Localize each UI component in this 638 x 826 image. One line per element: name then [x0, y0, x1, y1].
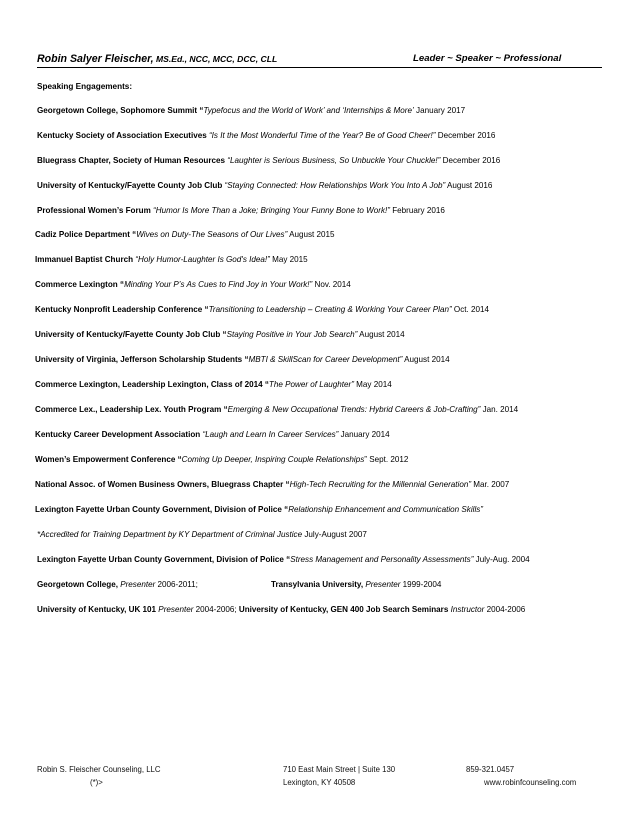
presenter-date: 2006-2011;: [155, 580, 198, 589]
presenter-date: 2004-2006;: [193, 605, 237, 614]
accreditation-text: *Accredited for Training Department by KY Department of Criminal Justice: [37, 530, 303, 539]
engagement-date: December 2016: [440, 156, 501, 165]
engagement-org: University of Kentucky/Fayette County Job Club: [35, 330, 223, 339]
engagement-date: May 2014: [353, 380, 392, 389]
engagement-date: August 2014: [402, 355, 450, 364]
engagement-org: Lexington Fayette Urban County Government, Division of Police: [37, 555, 287, 564]
engagement-date: January 2017: [413, 106, 466, 115]
list-item: [35, 455, 408, 465]
engagement-quote: “: [132, 230, 137, 239]
engagement-date: May 2015: [269, 255, 308, 264]
list-item: [35, 480, 509, 490]
engagement-title: Stress Management and Personality Assessments”: [290, 555, 474, 564]
engagement-title: Transitioning to Leadership – Creating & Working Your Career Plan”: [208, 305, 452, 314]
engagement-date: January 2014: [338, 430, 390, 439]
engagement-title: Coming Up Deeper, Inspiring Couple Relationships: [181, 455, 365, 464]
engagement-title: Wives on Duty-The Seasons of Our Lives”: [136, 230, 288, 239]
engagement-org: Cadiz Police Department: [35, 230, 133, 239]
engagement-org: Georgetown College, Sophomore Summit: [37, 106, 200, 115]
engagement-org: Bluegrass Chapter, Society of Human Resources: [37, 156, 228, 165]
engagement-org: Commerce Lex., Leadership Lex. Youth Program: [35, 405, 224, 414]
presenter-org: Georgetown College,: [37, 580, 121, 589]
engagement-quote: “: [204, 305, 209, 314]
presenter-role: Presenter: [120, 580, 156, 589]
presenter-role: Instructor: [450, 605, 485, 614]
engagement-title: “Staying Connected: How Relationships Work You Into A Job”: [224, 181, 446, 190]
footer-address-line1: 710 East Main Street | Suite 130: [283, 765, 396, 774]
engagement-date: Jan. 2014: [480, 405, 519, 414]
list-item: [37, 206, 445, 216]
engagement-title: “Laugh and Learn In Career Services”: [202, 430, 339, 439]
presenter-date: 1999-2004: [400, 580, 442, 589]
engagement-date: February 2016: [389, 206, 445, 215]
list-item: [37, 106, 465, 116]
header-name-block: [37, 53, 277, 65]
engagement-quote: “: [199, 106, 204, 115]
engagement-quote: “: [223, 405, 228, 414]
engagement-date: August 2015: [287, 230, 335, 239]
engagement-org: Kentucky Society of Association Executives: [37, 131, 209, 140]
engagement-title: Emerging & New Occupational Trends: Hybrid Careers & Job-Crafting”: [227, 405, 481, 414]
engagement-date: ” Sept. 2012: [364, 455, 409, 464]
presenter-org: Transylvania University,: [271, 580, 366, 589]
author-name: Robin Salyer Fleischer,: [37, 53, 154, 65]
engagement-quote: “: [286, 555, 291, 564]
engagement-quote: “: [284, 505, 289, 514]
engagement-date: Mar. 2007: [471, 480, 510, 489]
engagement-org: Immanuel Baptist Church: [35, 255, 136, 264]
engagement-org: Commerce Lexington: [35, 280, 121, 289]
engagement-quote: “: [120, 280, 125, 289]
list-item: [35, 505, 483, 515]
engagement-org: National Assoc. of Women Business Owners, Bluegrass Chapter: [35, 480, 286, 489]
author-tagline: Leader ~ Speaker ~ Professional: [413, 53, 562, 64]
engagement-org: Kentucky Nonprofit Leadership Conference: [35, 305, 205, 314]
footer-company: Robin S. Fleischer Counseling, LLC: [37, 765, 161, 774]
engagement-title: MBTI & SkillScan for Career Development”: [248, 355, 403, 364]
resume-header: [37, 53, 602, 68]
engagement-org: Women’s Empowerment Conference: [35, 455, 178, 464]
list-item: [35, 280, 351, 290]
engagement-quote: “: [177, 455, 182, 464]
engagement-date: December 2016: [435, 131, 496, 140]
engagement-org: Professional Women’s Forum: [37, 206, 154, 215]
presenter-line-1-right: [271, 580, 441, 589]
engagement-title: High-Tech Recruiting for the Millennial Generation”: [289, 480, 472, 489]
engagement-org: Kentucky Career Development Association: [35, 430, 203, 439]
list-item: [35, 305, 489, 315]
engagement-title: “Humor Is More Than a Joke; Bringing Your Funny Bone to Work!”: [153, 206, 390, 215]
engagement-title: Staying Positive in Your Job Search”: [226, 330, 358, 339]
footer-address-line2: Lexington, KY 40508: [283, 778, 356, 787]
engagement-date: July-Aug. 2004: [473, 555, 530, 564]
engagement-title: “Holy Humor-Laughter Is God's Idea!”: [135, 255, 270, 264]
engagement-title: Minding Your P’s As Cues to Find Joy in Your Work!”: [124, 280, 313, 289]
list-item: [37, 156, 500, 166]
engagement-date: Oct. 2014: [451, 305, 490, 314]
engagement-title: “Laughter is Serious Business, So Unbuckle Your Chuckle!”: [227, 156, 441, 165]
list-item: [37, 181, 492, 191]
engagement-org: University of Kentucky/Fayette County Job Club: [37, 181, 225, 190]
engagement-quote: “: [244, 355, 249, 364]
list-item: [35, 355, 450, 365]
engagement-date: Nov. 2014: [312, 280, 351, 289]
engagement-org: Lexington Fayette Urban County Government, Division of Police: [35, 505, 285, 514]
engagement-title: “Is It the Most Wonderful Time of the Year? Be of Good Cheer!”: [208, 131, 436, 140]
list-item: [35, 230, 335, 240]
footer-symbol: (*)>: [90, 778, 103, 787]
author-credentials: MS.Ed., NCC, MCC, DCC, CLL: [153, 54, 278, 64]
list-item: [35, 330, 405, 340]
engagement-date: August 2014: [357, 330, 405, 339]
footer-phone: 859-321.0457: [466, 765, 515, 774]
engagement-title: The Power of Laughter”: [268, 380, 354, 389]
footer-website[interactable]: www.robinfcounseling.com: [484, 778, 577, 787]
accreditation-note: [37, 530, 367, 539]
list-item: [37, 131, 495, 141]
presenter-org: University of Kentucky, GEN 400 Job Search Seminars: [236, 605, 451, 614]
list-item: [35, 430, 390, 440]
engagement-title: Typefocus and the World of Work’ and ‘Internships & More’: [203, 106, 414, 115]
presenter-line-1-left: [37, 580, 198, 589]
presenter-org: University of Kentucky, UK 101: [37, 605, 159, 614]
engagement-title: Relationship Enhancement and Communication Skills”: [288, 505, 483, 514]
presenter-role: Presenter: [365, 580, 401, 589]
engagement-quote: “: [222, 330, 227, 339]
list-item: [35, 380, 392, 390]
engagement-org: University of Virginia, Jefferson Scholarship Students: [35, 355, 245, 364]
engagement-date: August 2016: [445, 181, 493, 190]
list-item: [35, 405, 518, 415]
presenter-date: 2004-2006: [484, 605, 526, 614]
list-item: [35, 255, 308, 265]
section-title: Speaking Engagements:: [37, 82, 133, 91]
presenter-role: Presenter: [158, 605, 194, 614]
engagement-org: Commerce Lexington, Leadership Lexington, Class of 2014: [35, 380, 265, 389]
engagement-quote: “: [285, 480, 290, 489]
list-item: [37, 555, 530, 565]
engagement-quote: “: [264, 380, 269, 389]
presenter-line-2: [37, 605, 525, 614]
accreditation-date: July-August 2007: [302, 530, 367, 539]
